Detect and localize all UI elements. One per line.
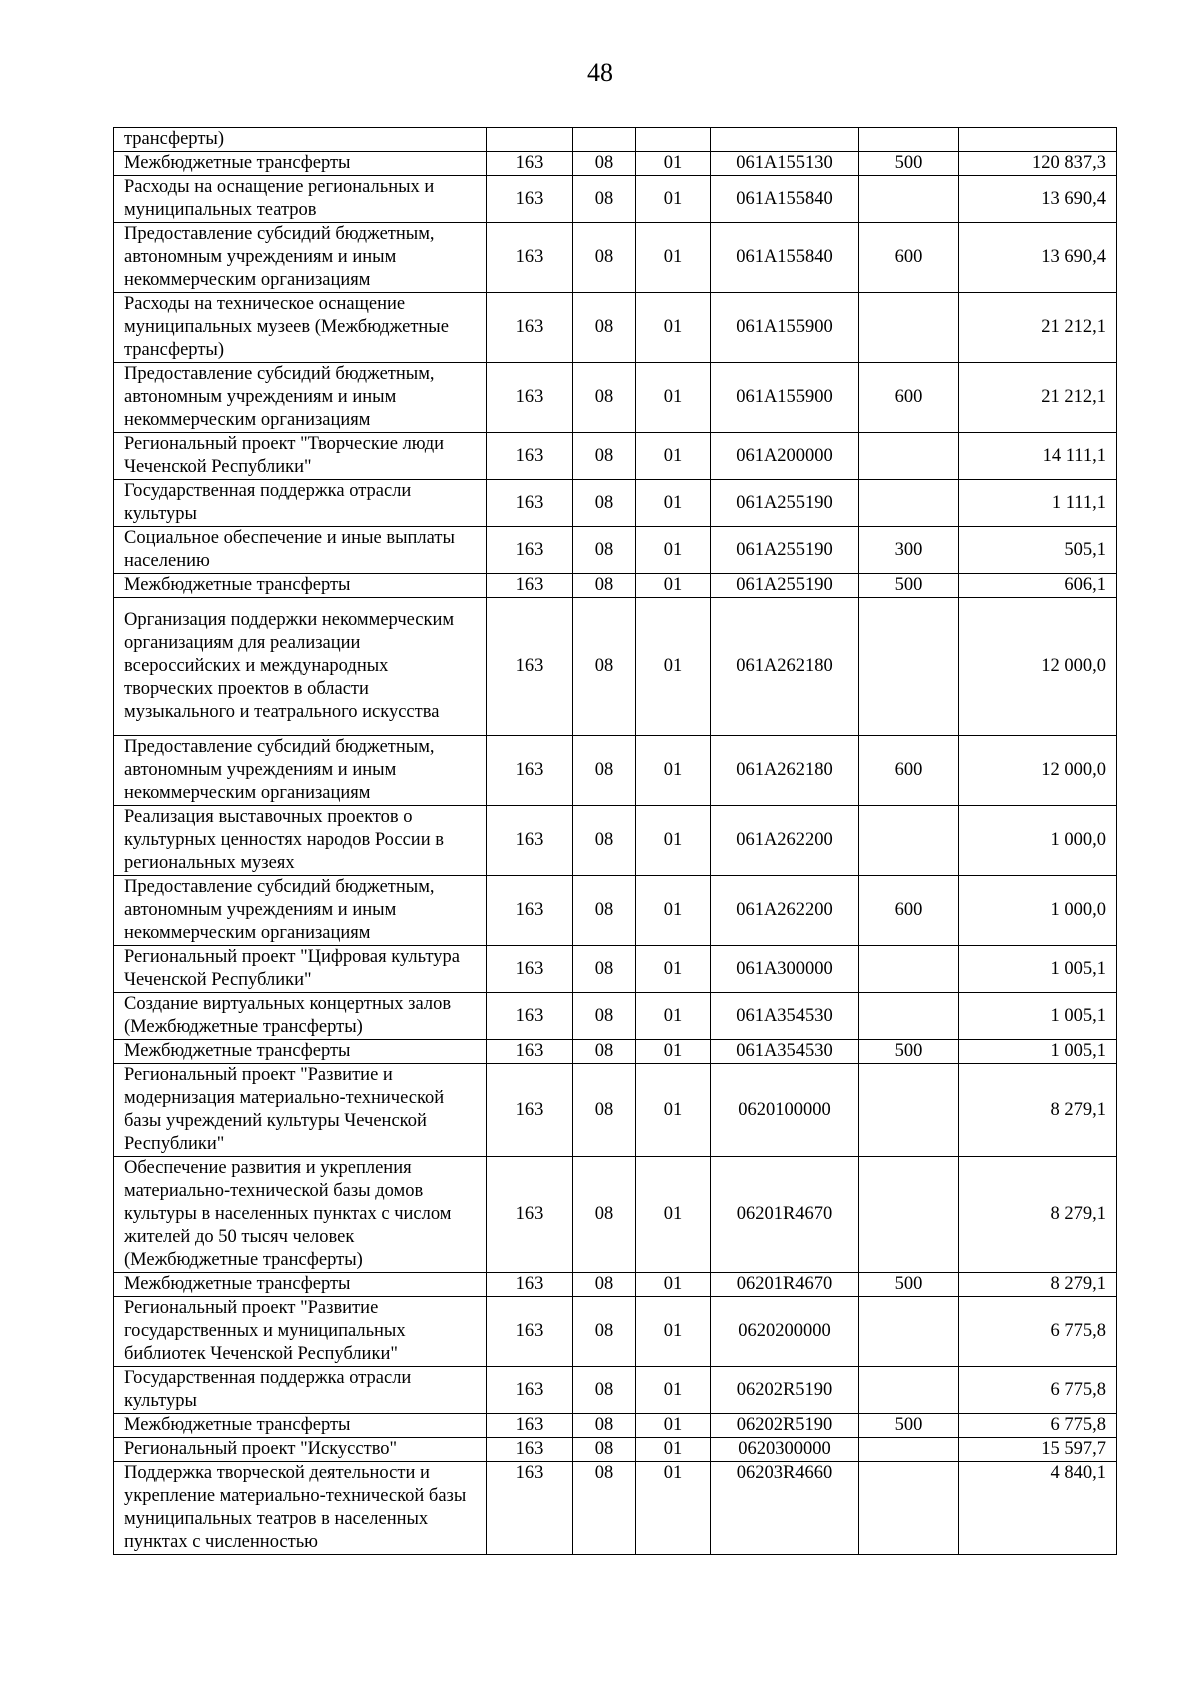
table-row bbox=[114, 1414, 1117, 1438]
cell-grbs: 163 bbox=[487, 876, 573, 946]
cell-grbs: 163 bbox=[487, 527, 573, 574]
cell-target-article: 061A262180 bbox=[711, 598, 859, 736]
cell-expense-type: 500 bbox=[859, 1414, 959, 1438]
cell-section: 08 bbox=[573, 223, 636, 293]
cell-amount: 6 775,8 bbox=[959, 1414, 1117, 1438]
cell-grbs: 163 bbox=[487, 223, 573, 293]
cell-expense-type bbox=[859, 1438, 959, 1462]
cell-name: Межбюджетные трансферты bbox=[114, 1040, 487, 1064]
cell-section: 08 bbox=[573, 176, 636, 223]
cell-name: Расходы на оснащение региональных и муниципальных театров bbox=[114, 176, 487, 223]
cell-target-article: 061A155130 bbox=[711, 152, 859, 176]
cell-name: Поддержка творческой деятельности и укрепление материально-технической базы муниципальных театров в населенных пунктах с численностью bbox=[114, 1462, 487, 1555]
cell-subsection: 01 bbox=[636, 946, 711, 993]
cell-grbs: 163 bbox=[487, 1297, 573, 1367]
cell-target-article: 06201R4670 bbox=[711, 1157, 859, 1273]
cell-subsection: 01 bbox=[636, 876, 711, 946]
cell-section: 08 bbox=[573, 363, 636, 433]
cell-target-article: 06202R5190 bbox=[711, 1414, 859, 1438]
cell-name: Предоставление субсидий бюджетным, автономным учреждениям и иным некоммерческим организациям bbox=[114, 876, 487, 946]
table-row bbox=[114, 946, 1117, 993]
cell-grbs: 163 bbox=[487, 1462, 573, 1555]
cell-expense-type bbox=[859, 1367, 959, 1414]
cell-section: 08 bbox=[573, 433, 636, 480]
table-row bbox=[114, 363, 1117, 433]
cell-subsection: 01 bbox=[636, 152, 711, 176]
cell-target-article: 0620100000 bbox=[711, 1064, 859, 1157]
cell-grbs bbox=[487, 128, 573, 152]
cell-grbs: 163 bbox=[487, 152, 573, 176]
cell-section: 08 bbox=[573, 1414, 636, 1438]
table-row bbox=[114, 1157, 1117, 1273]
cell-amount: 13 690,4 bbox=[959, 176, 1117, 223]
cell-amount: 8 279,1 bbox=[959, 1273, 1117, 1297]
cell-grbs: 163 bbox=[487, 1367, 573, 1414]
cell-expense-type bbox=[859, 480, 959, 527]
cell-target-article: 061A255190 bbox=[711, 527, 859, 574]
table-row bbox=[114, 433, 1117, 480]
cell-section: 08 bbox=[573, 527, 636, 574]
cell-name: Межбюджетные трансферты bbox=[114, 1273, 487, 1297]
cell-target-article: 061A155840 bbox=[711, 176, 859, 223]
cell-target-article: 061A155840 bbox=[711, 223, 859, 293]
cell-expense-type bbox=[859, 598, 959, 736]
cell-expense-type bbox=[859, 1157, 959, 1273]
cell-grbs: 163 bbox=[487, 293, 573, 363]
cell-amount: 1 000,0 bbox=[959, 806, 1117, 876]
cell-grbs: 163 bbox=[487, 363, 573, 433]
cell-target-article: 061A262200 bbox=[711, 806, 859, 876]
cell-expense-type: 500 bbox=[859, 1040, 959, 1064]
cell-target-article: 0620300000 bbox=[711, 1438, 859, 1462]
cell-subsection: 01 bbox=[636, 806, 711, 876]
cell-subsection: 01 bbox=[636, 1297, 711, 1367]
page-number: 48 bbox=[587, 58, 613, 87]
cell-expense-type: 600 bbox=[859, 736, 959, 806]
table-row bbox=[114, 527, 1117, 574]
cell-name: Обеспечение развития и укрепления материально-технической базы домов культуры в населенных пунктах с числом жителей до 50 тысяч человек (Межбюджетные трансферты) bbox=[114, 1157, 487, 1273]
cell-amount bbox=[959, 128, 1117, 152]
table-row bbox=[114, 1462, 1117, 1555]
cell-grbs: 163 bbox=[487, 946, 573, 993]
cell-section: 08 bbox=[573, 1040, 636, 1064]
cell-section: 08 bbox=[573, 152, 636, 176]
cell-subsection: 01 bbox=[636, 293, 711, 363]
cell-section: 08 bbox=[573, 736, 636, 806]
cell-subsection: 01 bbox=[636, 1367, 711, 1414]
cell-section: 08 bbox=[573, 806, 636, 876]
cell-section: 08 bbox=[573, 876, 636, 946]
cell-subsection bbox=[636, 128, 711, 152]
cell-section: 08 bbox=[573, 1462, 636, 1555]
cell-section: 08 bbox=[573, 946, 636, 993]
budget-table bbox=[113, 127, 1117, 1555]
cell-expense-type: 300 bbox=[859, 527, 959, 574]
cell-section: 08 bbox=[573, 1297, 636, 1367]
cell-grbs: 163 bbox=[487, 176, 573, 223]
cell-amount: 6 775,8 bbox=[959, 1367, 1117, 1414]
cell-name: Организация поддержки некоммерческим организациям для реализации всероссийских и международных творческих проектов в области музыкального и театрального искусства bbox=[114, 598, 487, 736]
cell-target-article bbox=[711, 128, 859, 152]
cell-amount: 8 279,1 bbox=[959, 1157, 1117, 1273]
cell-target-article: 06203R4660 bbox=[711, 1462, 859, 1555]
cell-section: 08 bbox=[573, 993, 636, 1040]
cell-amount: 8 279,1 bbox=[959, 1064, 1117, 1157]
cell-amount: 15 597,7 bbox=[959, 1438, 1117, 1462]
cell-section: 08 bbox=[573, 293, 636, 363]
cell-name: Предоставление субсидий бюджетным, автономным учреждениям и иным некоммерческим организациям bbox=[114, 363, 487, 433]
cell-grbs: 163 bbox=[487, 806, 573, 876]
cell-target-article: 061A155900 bbox=[711, 363, 859, 433]
cell-subsection: 01 bbox=[636, 993, 711, 1040]
cell-grbs: 163 bbox=[487, 736, 573, 806]
cell-target-article: 061A155900 bbox=[711, 293, 859, 363]
cell-grbs: 163 bbox=[487, 1438, 573, 1462]
cell-expense-type bbox=[859, 946, 959, 993]
cell-amount: 1 111,1 bbox=[959, 480, 1117, 527]
cell-section: 08 bbox=[573, 1064, 636, 1157]
cell-name: Региональный проект "Искусство" bbox=[114, 1438, 487, 1462]
cell-target-article: 061A262200 bbox=[711, 876, 859, 946]
cell-target-article: 061A354530 bbox=[711, 1040, 859, 1064]
cell-name: Региональный проект "Развитие и модернизация материально-технической базы учреждений культуры Чеченской Республики" bbox=[114, 1064, 487, 1157]
cell-target-article: 06201R4670 bbox=[711, 1273, 859, 1297]
cell-expense-type: 500 bbox=[859, 574, 959, 598]
cell-name: Межбюджетные трансферты bbox=[114, 1414, 487, 1438]
cell-target-article: 061A300000 bbox=[711, 946, 859, 993]
cell-expense-type bbox=[859, 128, 959, 152]
cell-grbs: 163 bbox=[487, 1040, 573, 1064]
cell-expense-type bbox=[859, 176, 959, 223]
cell-grbs: 163 bbox=[487, 993, 573, 1040]
cell-name: Государственная поддержка отрасли культуры bbox=[114, 480, 487, 527]
table-row bbox=[114, 736, 1117, 806]
cell-section: 08 bbox=[573, 574, 636, 598]
table-row bbox=[114, 128, 1117, 152]
cell-target-article: 061A200000 bbox=[711, 433, 859, 480]
cell-amount: 13 690,4 bbox=[959, 223, 1117, 293]
cell-name: Социальное обеспечение и иные выплаты населению bbox=[114, 527, 487, 574]
cell-amount: 606,1 bbox=[959, 574, 1117, 598]
table-row bbox=[114, 806, 1117, 876]
table-row bbox=[114, 876, 1117, 946]
table-row bbox=[114, 1273, 1117, 1297]
cell-name: Реализация выставочных проектов о культурных ценностях народов России в региональных музеях bbox=[114, 806, 487, 876]
table-row bbox=[114, 480, 1117, 527]
cell-section: 08 bbox=[573, 598, 636, 736]
table-row bbox=[114, 574, 1117, 598]
cell-name: Создание виртуальных концертных залов (Межбюджетные трансферты) bbox=[114, 993, 487, 1040]
cell-expense-type: 600 bbox=[859, 363, 959, 433]
table-row bbox=[114, 1438, 1117, 1462]
cell-amount: 1 000,0 bbox=[959, 876, 1117, 946]
cell-grbs: 163 bbox=[487, 1157, 573, 1273]
cell-grbs: 163 bbox=[487, 433, 573, 480]
cell-section: 08 bbox=[573, 480, 636, 527]
cell-subsection: 01 bbox=[636, 363, 711, 433]
cell-amount: 21 212,1 bbox=[959, 293, 1117, 363]
cell-grbs: 163 bbox=[487, 574, 573, 598]
cell-amount: 14 111,1 bbox=[959, 433, 1117, 480]
table-row bbox=[114, 993, 1117, 1040]
cell-subsection: 01 bbox=[636, 598, 711, 736]
cell-section: 08 bbox=[573, 1273, 636, 1297]
table-row bbox=[114, 293, 1117, 363]
cell-subsection: 01 bbox=[636, 527, 711, 574]
cell-amount: 4 840,1 bbox=[959, 1462, 1117, 1555]
cell-name: Государственная поддержка отрасли культуры bbox=[114, 1367, 487, 1414]
cell-section bbox=[573, 128, 636, 152]
cell-expense-type bbox=[859, 1462, 959, 1555]
cell-subsection: 01 bbox=[636, 1414, 711, 1438]
cell-target-article: 061A354530 bbox=[711, 993, 859, 1040]
cell-expense-type bbox=[859, 1064, 959, 1157]
table-row bbox=[114, 598, 1117, 736]
cell-subsection: 01 bbox=[636, 736, 711, 806]
cell-subsection: 01 bbox=[636, 574, 711, 598]
cell-name: Региональный проект "Цифровая культура Чеченской Республики" bbox=[114, 946, 487, 993]
cell-subsection: 01 bbox=[636, 480, 711, 527]
cell-subsection: 01 bbox=[636, 1438, 711, 1462]
cell-subsection: 01 bbox=[636, 1462, 711, 1555]
cell-amount: 1 005,1 bbox=[959, 1040, 1117, 1064]
cell-target-article: 061A262180 bbox=[711, 736, 859, 806]
table-row bbox=[114, 176, 1117, 223]
table-row bbox=[114, 223, 1117, 293]
cell-expense-type: 500 bbox=[859, 1273, 959, 1297]
cell-expense-type bbox=[859, 293, 959, 363]
cell-target-article: 061A255190 bbox=[711, 480, 859, 527]
cell-expense-type bbox=[859, 993, 959, 1040]
cell-expense-type: 500 bbox=[859, 152, 959, 176]
cell-name: трансферты) bbox=[114, 128, 487, 152]
table-row bbox=[114, 1064, 1117, 1157]
cell-section: 08 bbox=[573, 1438, 636, 1462]
cell-subsection: 01 bbox=[636, 433, 711, 480]
cell-amount: 6 775,8 bbox=[959, 1297, 1117, 1367]
cell-amount: 1 005,1 bbox=[959, 946, 1117, 993]
cell-grbs: 163 bbox=[487, 1273, 573, 1297]
cell-name: Межбюджетные трансферты bbox=[114, 152, 487, 176]
table-row bbox=[114, 1367, 1117, 1414]
cell-expense-type bbox=[859, 1297, 959, 1367]
cell-name: Предоставление субсидий бюджетным, автономным учреждениям и иным некоммерческим организациям bbox=[114, 223, 487, 293]
cell-subsection: 01 bbox=[636, 223, 711, 293]
table-row bbox=[114, 1297, 1117, 1367]
cell-name: Региональный проект "Развитие государственных и муниципальных библиотек Чеченской Республики" bbox=[114, 1297, 487, 1367]
cell-name: Предоставление субсидий бюджетным, автономным учреждениям и иным некоммерческим организациям bbox=[114, 736, 487, 806]
cell-section: 08 bbox=[573, 1157, 636, 1273]
cell-name: Расходы на техническое оснащение муниципальных музеев (Межбюджетные трансферты) bbox=[114, 293, 487, 363]
cell-name: Межбюджетные трансферты bbox=[114, 574, 487, 598]
cell-subsection: 01 bbox=[636, 1064, 711, 1157]
cell-subsection: 01 bbox=[636, 176, 711, 223]
cell-amount: 12 000,0 bbox=[959, 736, 1117, 806]
table-row bbox=[114, 152, 1117, 176]
cell-amount: 1 005,1 bbox=[959, 993, 1117, 1040]
cell-target-article: 06202R5190 bbox=[711, 1367, 859, 1414]
cell-grbs: 163 bbox=[487, 1414, 573, 1438]
cell-target-article: 061A255190 bbox=[711, 574, 859, 598]
budget-table-body bbox=[114, 128, 1117, 1555]
cell-subsection: 01 bbox=[636, 1273, 711, 1297]
cell-amount: 12 000,0 bbox=[959, 598, 1117, 736]
cell-expense-type bbox=[859, 806, 959, 876]
cell-amount: 505,1 bbox=[959, 527, 1117, 574]
cell-target-article: 0620200000 bbox=[711, 1297, 859, 1367]
cell-subsection: 01 bbox=[636, 1040, 711, 1064]
cell-name: Региональный проект "Творческие люди Чеченской Республики" bbox=[114, 433, 487, 480]
cell-grbs: 163 bbox=[487, 480, 573, 527]
cell-expense-type: 600 bbox=[859, 223, 959, 293]
cell-grbs: 163 bbox=[487, 1064, 573, 1157]
cell-grbs: 163 bbox=[487, 598, 573, 736]
cell-expense-type bbox=[859, 433, 959, 480]
cell-subsection: 01 bbox=[636, 1157, 711, 1273]
cell-section: 08 bbox=[573, 1367, 636, 1414]
cell-expense-type: 600 bbox=[859, 876, 959, 946]
cell-amount: 21 212,1 bbox=[959, 363, 1117, 433]
table-row bbox=[114, 1040, 1117, 1064]
cell-amount: 120 837,3 bbox=[959, 152, 1117, 176]
